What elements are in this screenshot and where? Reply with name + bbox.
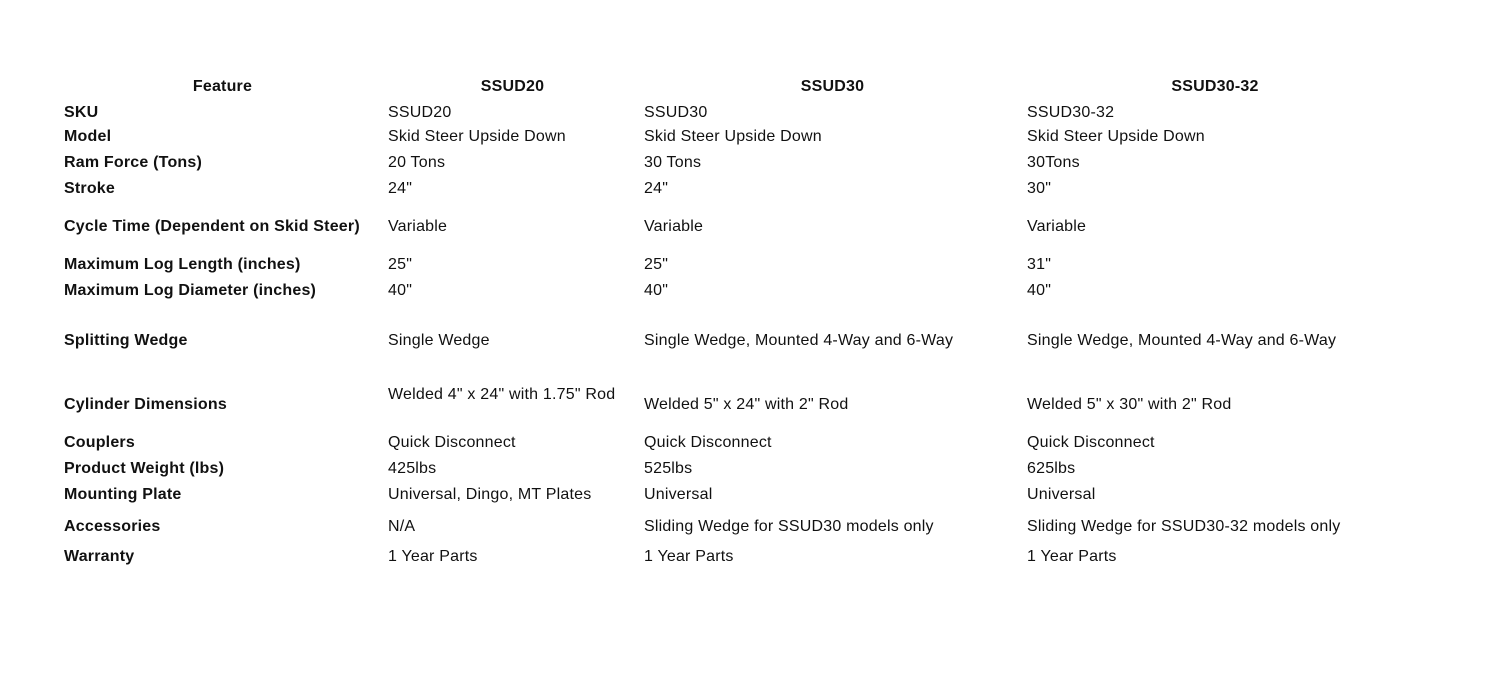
cell-couplers-ssud20: Quick Disconnect: [388, 434, 516, 451]
cell-max-log-diameter-ssud30-32: 40": [1027, 282, 1052, 299]
row-label-max-log-length: Maximum Log Length (inches): [64, 256, 301, 273]
row-label-warranty: Warranty: [64, 548, 135, 565]
cell-model-ssud20: Skid Steer Upside Down: [388, 128, 566, 145]
row-label-splitting-wedge: Splitting Wedge: [64, 332, 188, 349]
cell-ram-force-ssud30: 30 Tons: [644, 154, 702, 171]
cell-cylinder-dimensions-ssud20: Welded 4" x 24" with 1.75" Rod: [388, 386, 616, 403]
cell-cylinder-dimensions-ssud30: Welded 5" x 24" with 2" Rod: [644, 396, 849, 413]
row-label-sku: SKU: [64, 104, 99, 121]
cell-accessories-ssud30: Sliding Wedge for SSUD30 models only: [644, 518, 934, 535]
cell-couplers-ssud30-32: Quick Disconnect: [1027, 434, 1155, 451]
cell-model-ssud30-32: Skid Steer Upside Down: [1027, 128, 1205, 145]
cell-warranty-ssud30: 1 Year Parts: [644, 548, 734, 565]
cell-stroke-ssud20: 24": [388, 180, 413, 197]
cell-cycle-time-ssud20: Variable: [388, 218, 448, 235]
cell-product-weight-ssud30-32: 625lbs: [1027, 460, 1076, 477]
row-label-accessories: Accessories: [64, 518, 161, 535]
cell-accessories-ssud20: N/A: [388, 518, 416, 535]
row-label-mounting-plate: Mounting Plate: [64, 486, 182, 503]
cell-splitting-wedge-ssud30-32: Single Wedge, Mounted 4-Way and 6-Way: [1027, 332, 1337, 349]
header-ssud20: SSUD20: [480, 78, 545, 95]
cell-max-log-length-ssud30-32: 31": [1027, 256, 1052, 273]
header-ssud30-32: SSUD30-32: [1171, 78, 1259, 95]
cell-max-log-length-ssud30: 25": [644, 256, 669, 273]
cell-splitting-wedge-ssud20: Single Wedge: [388, 332, 490, 349]
row-label-model: Model: [64, 128, 112, 145]
cell-sku-ssud30-32: SSUD30-32: [1027, 104, 1115, 121]
header-feature: Feature: [192, 78, 253, 95]
cell-couplers-ssud30: Quick Disconnect: [644, 434, 772, 451]
cell-ram-force-ssud30-32: 30Tons: [1027, 154, 1080, 171]
cell-cycle-time-ssud30-32: Variable: [1027, 218, 1087, 235]
cell-model-ssud30: Skid Steer Upside Down: [644, 128, 822, 145]
row-label-couplers: Couplers: [64, 434, 135, 451]
cell-product-weight-ssud30: 525lbs: [644, 460, 693, 477]
cell-max-log-diameter-ssud20: 40": [388, 282, 413, 299]
cell-cylinder-dimensions-ssud30-32: Welded 5" x 30" with 2" Rod: [1027, 396, 1232, 413]
cell-mounting-plate-ssud30: Universal: [644, 486, 713, 503]
cell-max-log-length-ssud20: 25": [388, 256, 413, 273]
cell-cycle-time-ssud30: Variable: [644, 218, 704, 235]
cell-warranty-ssud30-32: 1 Year Parts: [1027, 548, 1117, 565]
cell-stroke-ssud30: 24": [644, 180, 669, 197]
cell-mounting-plate-ssud30-32: Universal: [1027, 486, 1096, 503]
cell-ram-force-ssud20: 20 Tons: [388, 154, 446, 171]
row-label-stroke: Stroke: [64, 180, 115, 197]
cell-stroke-ssud30-32: 30": [1027, 180, 1052, 197]
row-label-cylinder-dimensions: Cylinder Dimensions: [64, 396, 227, 413]
cell-accessories-ssud30-32: Sliding Wedge for SSUD30-32 models only: [1027, 518, 1341, 535]
cell-max-log-diameter-ssud30: 40": [644, 282, 669, 299]
cell-sku-ssud20: SSUD20: [388, 104, 452, 121]
cell-mounting-plate-ssud20: Universal, Dingo, MT Plates: [388, 486, 592, 503]
cell-splitting-wedge-ssud30: Single Wedge, Mounted 4-Way and 6-Way: [644, 332, 954, 349]
cell-warranty-ssud20: 1 Year Parts: [388, 548, 478, 565]
row-label-ram-force: Ram Force (Tons): [64, 154, 203, 171]
cell-sku-ssud30: SSUD30: [644, 104, 708, 121]
row-label-cycle-time: Cycle Time (Dependent on Skid Steer): [64, 218, 360, 235]
row-label-product-weight: Product Weight (lbs): [64, 460, 225, 477]
cell-product-weight-ssud20: 425lbs: [388, 460, 437, 477]
header-ssud30: SSUD30: [800, 78, 865, 95]
row-label-max-log-diameter: Maximum Log Diameter (inches): [64, 282, 317, 299]
